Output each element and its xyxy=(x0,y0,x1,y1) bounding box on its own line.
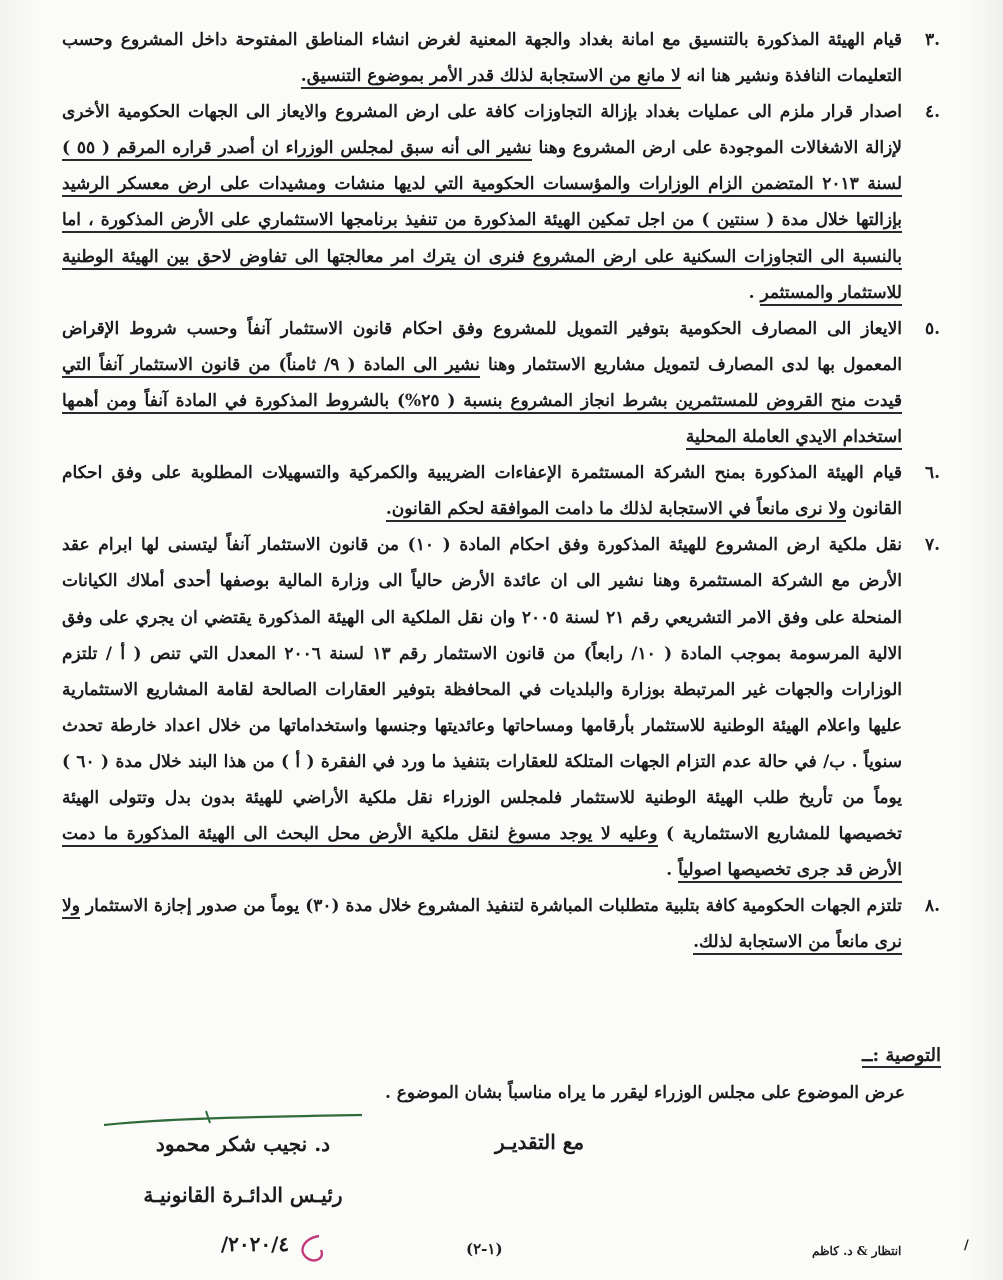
list-item xyxy=(62,527,940,888)
signer-title: رئيـس الدائـرة القانونيـة xyxy=(143,1183,343,1207)
handwritten-day-icon xyxy=(285,1228,335,1272)
item-text-tail: . xyxy=(748,282,761,303)
item-underlined-text: وعليه لا يوجد مسوغ لنقل ملكية الأرض محل البحث الى الهيئة المذكورة ما دمت الأرض قد جرى تخصيصها اصولياً xyxy=(62,824,902,883)
item-text-tail: . xyxy=(666,860,679,881)
item-underlined-text: نشير الى أنه سبق لمجلس الوزراء ان أصدر قراره المرقم ( ٥٥ ) لسنة ٢٠١٣ المتضمن الزام الوزارات والمؤسسات الحكومية التي لديها منشات ومشيدات على ارض معسكر الرشيد بإزالتها خلال مدة ( سنتين ) من اجل تمكين الهيئة المذكورة من تنفيذ برنامجها الاستثماري على الأرض المذكورة ، اما بالنسبة الى التجاوزات السكنية على ارض المشروع فنرى ان يترك امر معالجتها الى تفاوض لاحق بين الهيئة الوطنية للاستثمار والمستثمر xyxy=(62,138,902,305)
item-number: .٥ xyxy=(924,318,940,339)
item-text: نقل ملكية ارض المشروع للهيئة المذكورة وفق احكام المادة ( ١٠) من قانون الاستثمار آنفاً ليتسنى لها ابرام عقد الأرض مع الشركة المستثمرة وهنا نشير الى ان عائدة الأرض حالياً الى وزارة المالية بوصفها أحدى أملاك الكيانات المنحلة على وفق الامر التشريعي رقم ٢١ لسنة ٢٠٠٥ وان نقل الملكية الى الهيئة المذكورة يقتضي ان يجري على وفق الالية المرسومة بموجب المادة ( ١٠/ رابعاً) من قانون الاستثمار رقم ١٣ لسنة ٢٠٠٦ المعدل التي تنص ( أ / تلتزم الوزارات والجهات غير المرتبطة بوزارة والبلديات في المحافظة بتوفير العقارات الصالحة لقامة المشاريع الاستثمارية عليها واعلام الهيئة الوطنية للاستثمار بأرقامها ومساحاتها وعائديتها وجنسها واستخداماتها من خلال اعداد خارطة تحدث سنوياً . ب/ في حالة عدم التزام الجهات المتلكة للعقارات بتنفيذ ما ورد في الفقرة ( أ ) من هذا البند خلال مدة ( ٦٠ ) يوماً من تأريخ طلب الهيئة الوطنية للاستثمار فلمجلس الوزراء نقل ملكية الأراضي للهيئة بدون بدل وتتولى الهيئة تخصيصها للمشاريع الاستثمارية ) xyxy=(62,535,903,845)
numbered-items-list xyxy=(62,22,940,960)
item-text: قيام الهيئة المذكورة بالتنسيق مع امانة بغداد والجهة المعنية لغرض انشاء المناطق المفتوحة داخل المشروع وحسب التعليمات النافذة ونشير هنا انه xyxy=(62,30,902,87)
corner-mark: / xyxy=(964,1238,969,1253)
list-item xyxy=(62,455,940,527)
signature-date: ٢٠٢٠/٤/ xyxy=(220,1232,290,1256)
item-number: .٤ xyxy=(924,102,940,123)
recommendation-text: عرض الموضوع على مجلس الوزراء ليقرر ما يراه مناسباً بشان الموضوع . xyxy=(384,1083,905,1103)
recommendation-heading: التوصية :ــ xyxy=(861,1045,941,1066)
list-item xyxy=(62,94,940,311)
footer-note: انتظار & د. كاظم xyxy=(812,1244,902,1258)
item-text: الايعاز الى المصارف الحكومية بتوفير التمويل للمشروع وفق احكام قانون الاستثمار آنفاً وحسب شروط الإقراض المعمول بها لدى المصارف لتمويل مشاريع الاستثمار وهنا xyxy=(62,318,902,375)
item-underlined-text: نشير الى المادة ( ٩/ ثامناً) من قانون الاستثمار آنفاً التي قيدت منح القروض للمستثمرين بشرط انجاز المشروع بنسبة ( ٢٥%) بالشروط المذكورة في المادة آنفاً ومن أهمها استخدام الايدي العاملة المحلية xyxy=(62,355,902,450)
item-number: .٨ xyxy=(924,896,940,917)
page-number: (١-٢) xyxy=(466,1240,503,1258)
closing-regards: مع التقديـر xyxy=(495,1130,585,1154)
item-underlined-text: لا مانع من الاستجابة لذلك قدر الأمر بموضوع التنسيق. xyxy=(301,66,681,89)
list-item xyxy=(62,888,940,960)
item-text: قيام الهيئة المذكورة بمنح الشركة المستثمرة الإعفاءات الضريبية والكمركية والتسهيلات المطلوبة على وفق احكام القانون xyxy=(62,463,902,520)
list-item xyxy=(62,22,940,94)
list-item xyxy=(62,311,940,455)
signer-name: د. نجيب شكر محمود xyxy=(155,1132,331,1156)
item-number: .٧ xyxy=(924,535,940,556)
item-underlined-text: ولا نرى مانعاً في الاستجابة لذلك ما دامت الموافقة لحكم القانون. xyxy=(386,499,847,522)
item-text: اصدار قرار ملزم الى عمليات بغداد بإزالة التجاوزات كافة على ارض المشروع والايعاز الى الجهات الحكومية الأخرى لإزالة الاشغالات الموجودة على ارض المشروع وهنا xyxy=(62,102,902,159)
item-text: تلتزم الجهات الحكومية كافة بتلبية متطلبات المباشرة لتنفيذ المشروع خلال مدة (٣٠) يوماً من صدور إجازة الاستثمار xyxy=(79,896,902,917)
item-underlined-text: ولا نرى مانعاً من الاستجابة لذلك. xyxy=(62,896,902,955)
signature-stroke-icon xyxy=(100,1105,370,1135)
item-number: .٣ xyxy=(924,30,940,50)
item-number: .٦ xyxy=(924,463,940,484)
